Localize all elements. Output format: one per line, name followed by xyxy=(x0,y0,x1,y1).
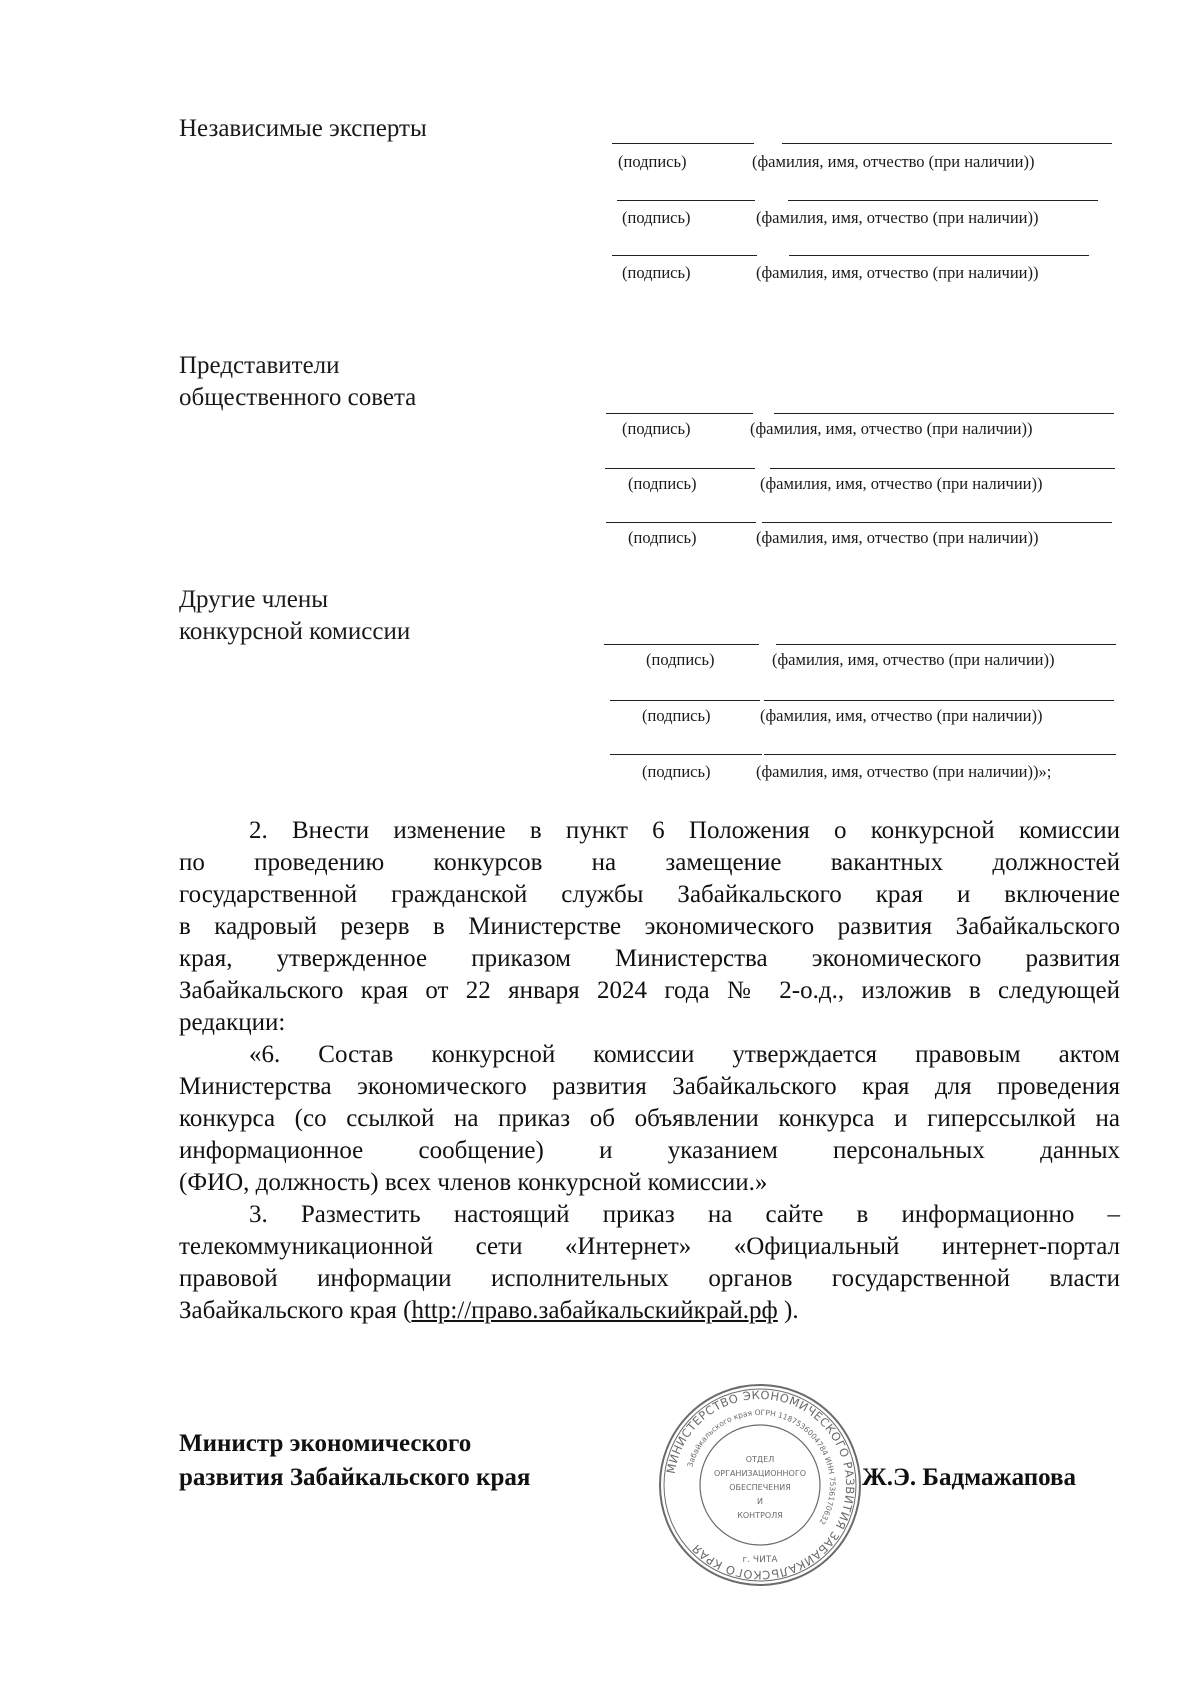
signature-caption: (подпись) xyxy=(646,650,715,669)
signatory-title: Министр экономического развития Забайкальского края xyxy=(179,1430,531,1491)
stamp-center-line: ОРГАНИЗАЦИОННОГО xyxy=(713,1469,807,1478)
official-stamp xyxy=(655,1380,865,1590)
signature-caption: (подпись) xyxy=(618,152,687,171)
signature-caption: (подпись) xyxy=(628,528,697,547)
signature-blank-line xyxy=(612,143,754,144)
fio-caption: (фамилия, имя, отчество (при наличии)) xyxy=(756,263,1039,282)
group-label-public-council: Представители общественного совета xyxy=(179,352,417,411)
fio-blank-line xyxy=(782,143,1112,144)
fio-blank-line xyxy=(774,413,1114,414)
body-text xyxy=(179,815,1120,1327)
signature-caption: (подпись) xyxy=(622,419,691,438)
stamp-outer-text: МИНИСТЕРСТВО ЭКОНОМИЧЕСКОГО РАЗВИТИЯ ЗАБАЙКАЛЬСКОГО КРАЯ xyxy=(663,1387,858,1583)
stamp-center-line: И xyxy=(757,1497,763,1506)
fio-blank-line xyxy=(789,255,1089,256)
signature-blank-line xyxy=(612,255,757,256)
signature-caption: (подпись) xyxy=(642,706,711,725)
stamp-center-line: ОТДЕЛ xyxy=(745,1455,775,1464)
signature-blank-line xyxy=(605,468,755,469)
stamp-center-line: КОНТРОЛЯ xyxy=(737,1511,783,1520)
signature-caption: (подпись) xyxy=(622,263,691,282)
stamp-center-line: ОБЕСПЕЧЕНИЯ xyxy=(729,1483,791,1492)
portal-link[interactable]: http://право.забайкальскийкрай.рф xyxy=(411,1297,778,1324)
fio-caption: (фамилия, имя, отчество (при наличии)) xyxy=(752,152,1035,171)
fio-caption: (фамилия, имя, отчество (при наличии))»; xyxy=(756,762,1052,781)
fio-blank-line xyxy=(764,700,1114,701)
fio-caption: (фамилия, имя, отчество (при наличии)) xyxy=(756,528,1039,547)
fio-blank-line xyxy=(764,754,1116,755)
item-2: 2. Внести изменение в пункт 6 Положения о конкурсной комиссии по проведению конкурсов на замещение вакантных должностей государственной гражданской службы Забайкальского края и включение в кадровый резерв в Министерстве экономического развития Забайкальского края, утвержденное приказом Министерства экономического развития Забайкальского края от 22 января 2024 года № 2-о.д., изложив в следующей редакции: xyxy=(179,817,1120,1036)
fio-blank-line xyxy=(788,200,1098,201)
group-label-other-members: Другие члены конкурсной комиссии xyxy=(179,586,411,645)
signature-blank-line xyxy=(604,644,759,645)
item-3: 3. Разместить настоящий приказ на сайте в информационно – телекоммуникационной сети «Интернет» «Официальный интернет-портал правовой информации исполнительных органов государственной власти Забайкальского края (http://право.забайкальскийкрай.рф ). xyxy=(179,1201,1120,1324)
signature-blank-line xyxy=(606,522,756,523)
stamp-inner-text: Забайкальского края ОГРН 1187536004784 ИНН 7536170632 xyxy=(685,1407,838,1527)
fio-caption: (фамилия, имя, отчество (при наличии)) xyxy=(756,208,1039,227)
signature-caption: (подпись) xyxy=(628,474,697,493)
fio-caption: (фамилия, имя, отчество (при наличии)) xyxy=(750,419,1033,438)
fio-caption: (фамилия, имя, отчество (при наличии)) xyxy=(772,650,1055,669)
signature-caption: (подпись) xyxy=(622,208,691,227)
fio-caption: (фамилия, имя, отчество (при наличии)) xyxy=(760,474,1043,493)
fio-blank-line xyxy=(776,644,1116,645)
signature-blank-line xyxy=(610,700,760,701)
signature-blank-line xyxy=(610,754,762,755)
signatory-name: Ж.Э. Бадмажапова xyxy=(862,1464,1077,1491)
signature-caption: (подпись) xyxy=(642,762,711,781)
stamp-city: г. ЧИТА xyxy=(742,1555,778,1565)
item-6-quote: «6. Состав конкурсной комиссии утверждается правовым актом Министерства экономического развития Забайкальского края для проведения конкурса (со ссылкой на приказ об объявлении конкурса и гиперссылкой на информационное сообщение) и указанием персональных данных (ФИО, должность) всех членов конкурсной комиссии.» xyxy=(179,1041,1120,1196)
signature-blank-line xyxy=(606,413,753,414)
signature-blank-line xyxy=(617,200,755,201)
group-label-independent-experts: Независимые эксперты xyxy=(179,115,427,142)
fio-caption: (фамилия, имя, отчество (при наличии)) xyxy=(760,706,1043,725)
fio-blank-line xyxy=(770,468,1115,469)
fio-blank-line xyxy=(762,522,1112,523)
svg-text:Забайкальского края ОГРН 11875 xyxy=(685,1408,837,1526)
